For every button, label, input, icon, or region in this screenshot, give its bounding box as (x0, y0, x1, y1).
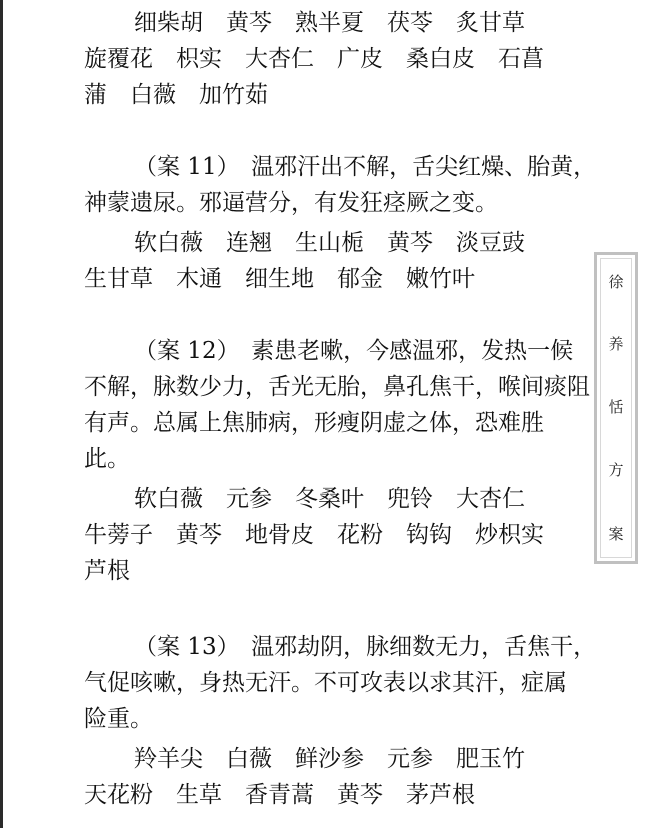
case-11-text: 神蒙遗尿。邪逼营分，有发狂痉厥之变。 (84, 190, 498, 216)
case-12-text: （案 12） 素患老嗽，今感温邪，发热一候 (134, 338, 574, 364)
prescription-line: 牛蒡子 黄芩 地骨皮 花粉 钩钩 炒枳实 (84, 522, 544, 548)
prescription-line: 细柴胡 黄芩 熟半夏 茯苓 炙甘草 (134, 10, 525, 36)
case-13-text: 气促咳嗽，身热无汗。不可攻表以求其汗，症属 (84, 670, 567, 696)
sidebar-title-char: 徐 (608, 273, 624, 291)
prescription-line: 羚羊尖 白薇 鲜沙参 元参 肥玉竹 (134, 746, 525, 772)
case-13-text: （案 13） 温邪劫阴，脉细数无力，舌焦干， (134, 634, 597, 660)
prescription-line: 软白薇 连翘 生山栀 黄芩 淡豆豉 (134, 230, 525, 256)
sidebar-title-char: 恬 (608, 398, 624, 416)
case-12-text: 有声。总属上焦肺病，形瘦阴虚之体，恐难胜 (84, 410, 544, 436)
case-12-text: 不解，脉数少力，舌光无胎，鼻孔焦干，喉间痰阻 (84, 374, 590, 400)
page-left-rule (0, 0, 3, 828)
book-title-sidebar (594, 252, 638, 564)
prescription-line: 生甘草 木通 细生地 郁金 嫩竹叶 (84, 266, 475, 292)
sidebar-title-char: 案 (608, 525, 624, 543)
sidebar-title-char: 方 (608, 461, 624, 479)
prescription-line: 蒲 白薇 加竹茹 (84, 82, 268, 108)
case-11-text: （案 11） 温邪汗出不解，舌尖红燥、胎黄， (134, 154, 597, 180)
prescription-line: 芦根 (84, 558, 130, 584)
prescription-line: 软白薇 元参 冬桑叶 兜铃 大杏仁 (134, 486, 525, 512)
case-13-text: 险重。 (84, 706, 153, 732)
prescription-line: 旋覆花 枳实 大杏仁 广皮 桑白皮 石菖 (84, 46, 544, 72)
prescription-line: 天花粉 生草 香青蒿 黄芩 茅芦根 (84, 782, 475, 808)
case-12-text: 此。 (84, 446, 130, 472)
sidebar-title-char: 养 (608, 335, 624, 353)
